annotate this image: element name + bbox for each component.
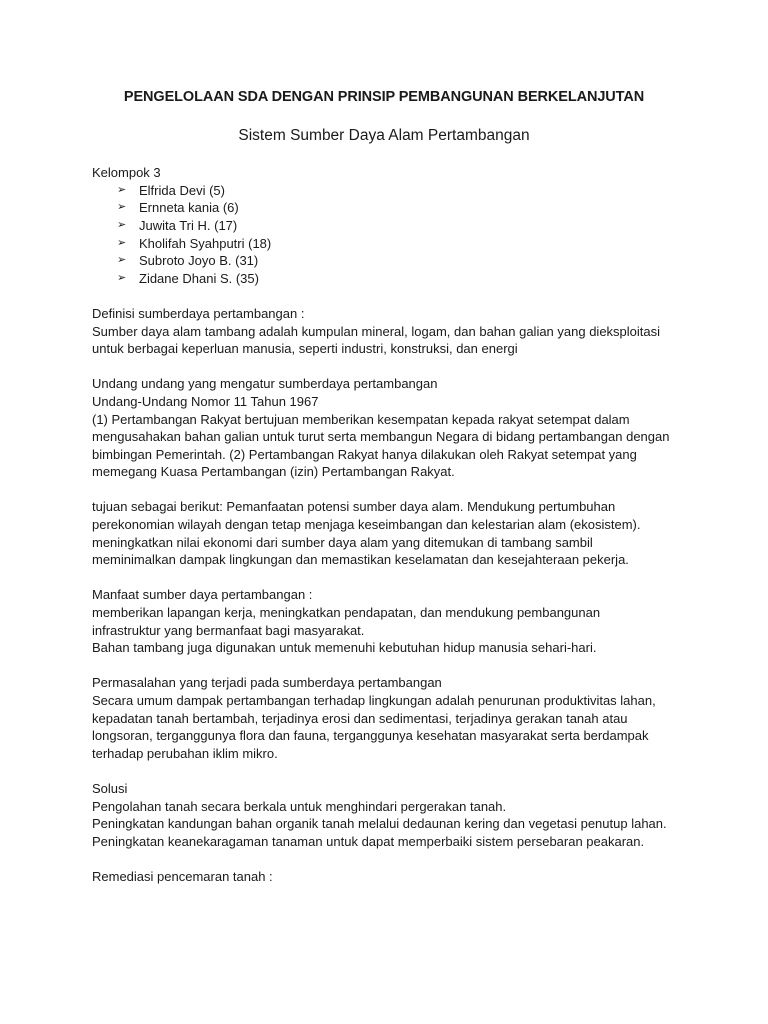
member-list-item bbox=[117, 199, 676, 217]
section-heading: tujuan sebagai berikut: Pemanfaatan potensi sumber daya alam. Mendukung pertumbuhan bbox=[92, 499, 616, 515]
section-heading: Definisi sumberdaya pertambangan : bbox=[92, 305, 305, 321]
document-body bbox=[92, 305, 676, 886]
arrowhead-bullet-icon: ➢ bbox=[117, 218, 127, 231]
paragraph-line: Peningkatan keanekaragaman tanaman untuk dapat memperbaiki sistem persebaran peakaran. bbox=[92, 833, 645, 849]
member-name: Juwita Tri H. (17) bbox=[139, 217, 238, 233]
member-list-item bbox=[117, 182, 676, 200]
paragraph-line: meningkatkan nilai ekonomi dari sumber daya alam yang ditemukan di tambang sambil bbox=[92, 534, 593, 550]
paragraph-line: terhadap perubahan iklim mikro. bbox=[92, 745, 278, 761]
text-section bbox=[92, 674, 676, 762]
section-heading: Undang undang yang mengatur sumberdaya pertambangan bbox=[92, 376, 438, 392]
member-name: Ernneta kania (6) bbox=[139, 200, 239, 216]
member-list-item bbox=[117, 235, 676, 253]
arrowhead-bullet-icon: ➢ bbox=[117, 236, 127, 249]
member-name: Elfrida Devi (5) bbox=[139, 182, 225, 198]
group-label: Kelompok 3 bbox=[92, 165, 161, 181]
text-section bbox=[92, 780, 676, 850]
text-section bbox=[92, 305, 676, 358]
section-heading: Remediasi pencemaran tanah : bbox=[92, 868, 273, 884]
paragraph-line: memberikan lapangan kerja, meningkatkan pendapatan, dan mendukung pembangunan bbox=[92, 605, 601, 621]
arrowhead-bullet-icon: ➢ bbox=[117, 201, 127, 214]
paragraph-line: (1) Pertambangan Rakyat bertujuan memberikan kesempatan kepada rakyat setempat dalam bbox=[92, 411, 630, 427]
paragraph-line: infrastruktur yang bermanfaat bagi masyarakat. bbox=[92, 622, 365, 638]
paragraph-line: Pengolahan tanah secara berkala untuk menghindari pergerakan tanah. bbox=[92, 798, 507, 814]
arrowhead-bullet-icon: ➢ bbox=[117, 271, 127, 284]
paragraph-line: untuk berbagai keperluan manusia, seperti industri, konstruksi, dan energi bbox=[92, 341, 518, 357]
paragraph-line: Undang-Undang Nomor 11 Tahun 1967 bbox=[92, 393, 319, 409]
paragraph-line: Sumber daya alam tambang adalah kumpulan mineral, logam, dan bahan galian yang dieksploitasi bbox=[92, 323, 661, 339]
member-list-item bbox=[117, 270, 676, 288]
arrowhead-bullet-icon: ➢ bbox=[117, 183, 127, 196]
section-heading: Permasalahan yang terjadi pada sumberdaya pertambangan bbox=[92, 675, 442, 691]
text-section bbox=[92, 868, 676, 886]
paragraph-line: meminimalkan dampak lingkungan dan memastikan keselamatan dan kesejahteraan pekerja. bbox=[92, 552, 629, 568]
member-name: Kholifah Syahputri (18) bbox=[139, 235, 272, 251]
text-section bbox=[92, 375, 676, 481]
paragraph-line: Secara umum dampak pertambangan terhadap lingkungan adalah penurunan produktivitas lahan, bbox=[92, 693, 656, 708]
member-list-item bbox=[117, 217, 676, 235]
paragraph-line: mengusahakan bahan galian untuk turut serta membangun Negara di bidang pertambangan dengan bbox=[92, 429, 670, 445]
text-section bbox=[92, 498, 676, 568]
member-list-item bbox=[117, 252, 676, 270]
document-title: PENGELOLAAN SDA DENGAN PRINSIP PEMBANGUNAN BERKELANJUTAN bbox=[123, 89, 645, 105]
member-list bbox=[92, 182, 676, 288]
paragraph-line: perekonomian wilayah dengan tetap menjaga keseimbangan dan kelestarian alam (ekosistem). bbox=[92, 517, 641, 533]
paragraph-line: memegang Kuasa Pertambangan (izin) Pertambangan Rakyat. bbox=[92, 464, 455, 480]
section-heading: Manfaat sumber daya pertambangan : bbox=[92, 587, 313, 603]
paragraph-line: Peningkatan kandungan bahan organik tanah melalui dedaunan kering dan vegetasi penutup lahan. bbox=[92, 816, 667, 832]
member-name: Zidane Dhani S. (35) bbox=[139, 270, 259, 286]
section-heading: Solusi bbox=[92, 780, 128, 796]
paragraph-line: kepadatan tanah bertambah, terjadinya erosi dan sedimentasi, terjadinya gerakan tanah atau bbox=[92, 710, 628, 726]
text-section bbox=[92, 586, 676, 656]
paragraph-line: bimbingan Pemerintah. (2) Pertambangan Rakyat hanya dilakukan oleh Rakyat setempat yang bbox=[92, 446, 637, 462]
member-name: Subroto Joyo B. (31) bbox=[139, 253, 259, 269]
paragraph-line: Bahan tambang juga digunakan untuk memenuhi kebutuhan hidup manusia sehari-hari. bbox=[92, 640, 597, 656]
paragraph-line: longsoran, terganggunya flora dan fauna, terganggunya kesehatan masyarakat serta berdampak bbox=[92, 728, 649, 744]
arrowhead-bullet-icon: ➢ bbox=[117, 254, 127, 267]
document-subtitle: Sistem Sumber Daya Alam Pertambangan bbox=[238, 126, 530, 144]
